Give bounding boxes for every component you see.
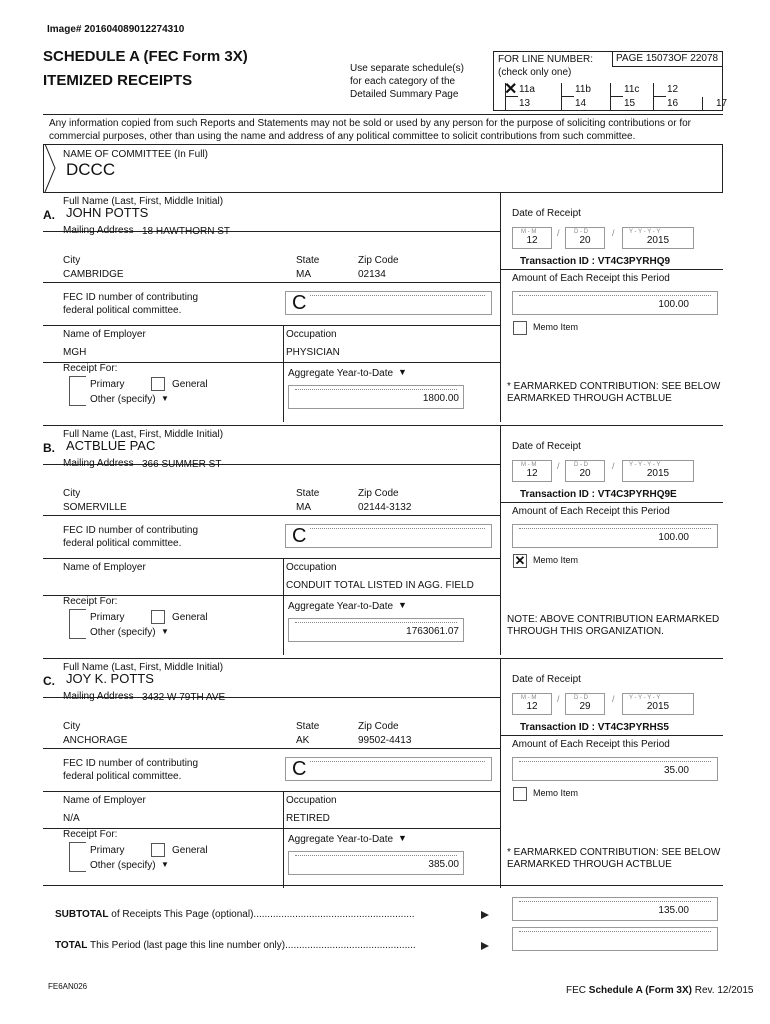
line-label-11a: 11a — [519, 84, 535, 95]
rule — [283, 362, 284, 422]
subtotal-value: 135.00 — [658, 905, 689, 916]
memo-checkbox[interactable] — [513, 554, 527, 568]
receipt-for-label: Receipt For: — [63, 596, 118, 607]
yyyy-hint: Y - Y - Y - Y — [629, 695, 661, 701]
city-label: City — [63, 488, 81, 499]
general-checkbox[interactable] — [151, 843, 165, 857]
date-label: Date of Receipt — [512, 441, 581, 452]
amount-value: 100.00 — [658, 532, 689, 543]
total-label: TOTAL This Period (last page this line number only)............................................... — [55, 940, 416, 951]
state-label: State — [296, 488, 320, 499]
date-slash: / — [612, 228, 615, 238]
image-id: Image# 201604089012274310 — [47, 24, 185, 35]
general-checkbox[interactable] — [151, 610, 165, 624]
aggregate-value: 1800.00 — [422, 393, 459, 404]
rule — [283, 325, 284, 363]
aggregate-label: Aggregate Year-to-Date — [288, 368, 394, 379]
general-label: General — [172, 612, 208, 623]
zip-label: Zip Code — [358, 721, 399, 732]
fec-id-label-2: federal political committee. — [63, 305, 182, 316]
notice-text: Any information copied from such Reports and Statements may not be sold or used by any person for the purpose of soliciting contributions or for commercial purposes, other than using the name and address of any political committee to solicit contributions from such committee. — [49, 118, 692, 142]
date-slash: / — [557, 461, 560, 471]
year-value: 2015 — [646, 235, 670, 246]
rule — [43, 558, 500, 559]
line-label-16: 16 — [667, 98, 679, 109]
occupation-value: CONDUIT TOTAL LISTED IN AGG. FIELD — [286, 580, 474, 591]
footer-code: FE6AN026 — [48, 982, 88, 991]
date-slash: / — [557, 694, 560, 704]
month-box — [512, 227, 552, 249]
line-number-label: FOR LINE NUMBER: — [498, 54, 594, 65]
aggregate-box — [288, 385, 464, 409]
transaction-id: Transaction ID : VT4C3PYRHQ9 — [520, 256, 671, 267]
zip-value: 02144-3132 — [358, 502, 412, 513]
fec-id-label-2: federal political committee. — [63, 538, 182, 549]
rule — [500, 735, 723, 736]
primary-other-bracket — [69, 609, 86, 639]
entry-c — [0, 658, 770, 891]
line-checkbox-15[interactable] — [610, 97, 623, 111]
state-label: State — [296, 255, 320, 266]
date-label: Date of Receipt — [512, 208, 581, 219]
line-checkbox-11a[interactable] — [505, 83, 518, 97]
rule — [283, 828, 284, 888]
primary-label: Primary — [90, 612, 125, 623]
date-label: Date of Receipt — [512, 674, 581, 685]
zip-value: 02134 — [358, 269, 386, 280]
year-box — [622, 227, 694, 249]
total-box — [512, 927, 718, 951]
line-checkbox-13[interactable] — [505, 97, 518, 111]
yyyy-hint: Y - Y - Y - Y — [629, 462, 661, 468]
footer-form: FEC Schedule A (Form 3X) Rev. 12/2015 — [566, 985, 754, 996]
fec-id-input[interactable] — [285, 291, 492, 315]
state-value: AK — [296, 735, 310, 746]
city-label: City — [63, 255, 81, 266]
primary-label: Primary — [90, 379, 125, 390]
date-slash: / — [557, 228, 560, 238]
line-checkbox-11c[interactable] — [610, 83, 623, 97]
day-box — [565, 693, 605, 715]
line-label-17: 17 — [716, 98, 728, 109]
column-divider — [500, 425, 501, 655]
memo-checkbox[interactable] — [513, 787, 527, 801]
amount-box — [512, 757, 718, 781]
full-name-label: Full Name (Last, First, Middle Initial) — [63, 662, 224, 673]
rule — [283, 558, 284, 596]
day-box — [565, 460, 605, 482]
mm-hint: M - M — [521, 462, 537, 468]
contributor-name: JOY K. POTTS — [66, 671, 154, 686]
dots — [310, 295, 485, 300]
mailing-address-label: Mailing Address — [63, 225, 134, 236]
separator — [43, 425, 723, 426]
check-mark-icon: ✕ — [504, 81, 518, 98]
general-label: General — [172, 845, 208, 856]
separator — [43, 658, 723, 659]
dd-hint: D - D — [574, 695, 588, 701]
aggregate-arrow-icon: ▼ — [398, 367, 407, 377]
rule — [43, 282, 500, 283]
line-label-15: 15 — [624, 98, 636, 109]
line-label-11b: 11b — [575, 84, 591, 95]
column-divider — [500, 658, 501, 888]
line-checkbox-14[interactable] — [561, 97, 574, 111]
general-label: General — [172, 379, 208, 390]
dots — [310, 761, 485, 766]
c-prefix: C — [292, 758, 307, 780]
rule — [500, 502, 723, 503]
subtotal-label: SUBTOTAL of Receipts This Page (optional).......................................................... — [55, 909, 415, 920]
rule — [43, 791, 500, 792]
date-slash: / — [612, 694, 615, 704]
dd-hint: D - D — [574, 462, 588, 468]
rule — [43, 325, 500, 326]
c-prefix: C — [292, 292, 307, 314]
note-line-1: * EARMARKED CONTRIBUTION: SEE BELOW — [507, 381, 721, 392]
zip-value: 99502-4413 — [358, 735, 412, 746]
aggregate-arrow-icon: ▼ — [398, 833, 407, 843]
check-mark-icon: ✕ — [514, 553, 526, 568]
dropdown-icon[interactable]: ▼ — [161, 860, 169, 869]
line-checkbox-12[interactable] — [653, 83, 666, 97]
c-prefix: C — [292, 525, 307, 547]
month-value: 12 — [526, 468, 538, 479]
entry-b — [0, 425, 770, 658]
day-value: 29 — [579, 701, 591, 712]
entry-a — [0, 192, 770, 425]
line-checkbox-16[interactable] — [653, 97, 666, 111]
year-value: 2015 — [646, 468, 670, 479]
rule — [43, 515, 500, 516]
zip-label: Zip Code — [358, 488, 399, 499]
month-box — [512, 693, 552, 715]
amount-value: 35.00 — [663, 765, 689, 776]
dropdown-icon[interactable]: ▼ — [161, 394, 169, 403]
day-value: 20 — [579, 235, 591, 246]
line-checkbox-17[interactable] — [702, 97, 715, 111]
note-line-1: * EARMARKED CONTRIBUTION: SEE BELOW — [507, 847, 721, 858]
rule — [43, 748, 500, 749]
memo-label: Memo Item — [533, 555, 579, 565]
yyyy-hint: Y - Y - Y - Y — [629, 229, 661, 235]
employer-value: N/A — [63, 813, 80, 824]
amount-label: Amount of Each Receipt this Period — [512, 273, 670, 284]
mailing-address-label: Mailing Address — [63, 458, 134, 469]
line-label-13: 13 — [519, 98, 531, 109]
form-title: SCHEDULE A (FEC Form 3X) — [43, 48, 248, 65]
fec-id-label: FEC ID number of contributing — [63, 525, 199, 536]
line-label-14: 14 — [575, 98, 587, 109]
fec-id-label: FEC ID number of contributing — [63, 758, 199, 769]
memo-label: Memo Item — [533, 322, 579, 332]
line-label-11c: 11c — [624, 84, 640, 95]
fec-id-label-2: federal political committee. — [63, 771, 182, 782]
aggregate-label: Aggregate Year-to-Date — [288, 601, 394, 612]
subtotal-box — [512, 897, 718, 921]
line-label-12: 12 — [667, 84, 679, 95]
note-line-1: NOTE: ABOVE CONTRIBUTION EARMARKED — [507, 614, 720, 625]
total-arrow-icon — [480, 941, 490, 951]
fec-id-input[interactable] — [285, 757, 492, 781]
entry-letter: A. — [43, 208, 55, 222]
state-value: MA — [296, 502, 311, 513]
rule — [283, 595, 284, 655]
separator — [43, 192, 723, 193]
occupation-value: PHYSICIAN — [286, 347, 340, 358]
form-subtitle: ITEMIZED RECEIPTS — [43, 72, 193, 89]
primary-other-bracket — [69, 376, 86, 406]
transaction-id: Transaction ID : VT4C3PYRHS5 — [520, 722, 669, 733]
mm-hint: M - M — [521, 229, 537, 235]
month-value: 12 — [526, 235, 538, 246]
full-name-label: Full Name (Last, First, Middle Initial) — [63, 429, 224, 440]
mailing-address: 3432 W 79TH AVE — [142, 692, 226, 703]
occupation-label: Occupation — [286, 329, 337, 340]
zip-label: Zip Code — [358, 255, 399, 266]
city-label: City — [63, 721, 81, 732]
instructions: Use separate schedule(s) for each category of the Detailed Summary Page — [350, 63, 464, 100]
aggregate-value: 385.00 — [428, 859, 459, 870]
employer-label: Name of Employer — [63, 795, 146, 806]
line-number-sub: (check only one) — [498, 67, 572, 78]
other-label: Other (specify) — [90, 860, 156, 871]
city-value: SOMERVILLE — [63, 502, 127, 513]
other-label: Other (specify) — [90, 627, 156, 638]
year-box — [622, 693, 694, 715]
mailing-address: 18 HAWTHORN ST — [142, 226, 230, 237]
note-line-2: EARMARKED THROUGH ACTBLUE — [507, 393, 672, 404]
state-value: MA — [296, 269, 311, 280]
memo-label: Memo Item — [533, 788, 579, 798]
primary-other-bracket — [69, 842, 86, 872]
amount-label: Amount of Each Receipt this Period — [512, 506, 670, 517]
note-line-2: EARMARKED THROUGH ACTBLUE — [507, 859, 672, 870]
year-box — [622, 460, 694, 482]
year-value: 2015 — [646, 701, 670, 712]
mm-hint: M - M — [521, 695, 537, 701]
entry-letter: B. — [43, 441, 55, 455]
aggregate-value: 1763061.07 — [406, 626, 459, 637]
dots — [310, 528, 485, 533]
other-label: Other (specify) — [90, 394, 156, 405]
amount-box — [512, 524, 718, 548]
month-box — [512, 460, 552, 482]
dd-hint: D - D — [574, 229, 588, 235]
mailing-address: 366 SUMMER ST — [142, 459, 222, 470]
city-value: CAMBRIDGE — [63, 269, 124, 280]
amount-value: 100.00 — [658, 299, 689, 310]
column-divider — [500, 192, 501, 422]
fec-id-label: FEC ID number of contributing — [63, 292, 199, 303]
employer-label: Name of Employer — [63, 329, 146, 340]
occupation-value: RETIRED — [286, 813, 330, 824]
rule — [500, 269, 723, 270]
receipt-for-label: Receipt For: — [63, 829, 118, 840]
receipt-for-label: Receipt For: — [63, 363, 118, 374]
note-line-2: THROUGH THIS ORGANIZATION. — [507, 626, 664, 637]
amount-box — [512, 291, 718, 315]
primary-label: Primary — [90, 845, 125, 856]
day-box — [565, 227, 605, 249]
committee-label: NAME OF COMMITTEE (In Full) — [63, 149, 208, 160]
page-number: PAGE 15073OF 22078 — [616, 53, 719, 64]
day-value: 20 — [579, 468, 591, 479]
committee-bracket — [43, 144, 63, 193]
aggregate-label: Aggregate Year-to-Date — [288, 834, 394, 845]
rule — [283, 791, 284, 829]
aggregate-box — [288, 851, 464, 875]
committee-name: DCCC — [66, 160, 116, 179]
contributor-name: JOHN POTTS — [66, 205, 149, 220]
memo-checkbox[interactable] — [513, 321, 527, 335]
state-label: State — [296, 721, 320, 732]
transaction-id: Transaction ID : VT4C3PYRHQ9E — [520, 489, 677, 500]
amount-label: Amount of Each Receipt this Period — [512, 739, 670, 750]
full-name-label: Full Name (Last, First, Middle Initial) — [63, 196, 224, 207]
fec-id-input[interactable] — [285, 524, 492, 548]
aggregate-arrow-icon: ▼ — [398, 600, 407, 610]
city-value: ANCHORAGE — [63, 735, 128, 746]
general-checkbox[interactable] — [151, 377, 165, 391]
month-value: 12 — [526, 701, 538, 712]
occupation-label: Occupation — [286, 795, 337, 806]
entry-letter: C. — [43, 674, 55, 688]
aggregate-box — [288, 618, 464, 642]
employer-value: MGH — [63, 347, 87, 358]
subtotal-arrow-icon — [480, 910, 490, 920]
date-slash: / — [612, 461, 615, 471]
occupation-label: Occupation — [286, 562, 337, 573]
mailing-address-label: Mailing Address — [63, 691, 134, 702]
contributor-name: ACTBLUE PAC — [66, 438, 156, 453]
line-checkbox-11b[interactable] — [561, 83, 574, 97]
dropdown-icon[interactable]: ▼ — [161, 627, 169, 636]
employer-label: Name of Employer — [63, 562, 146, 573]
